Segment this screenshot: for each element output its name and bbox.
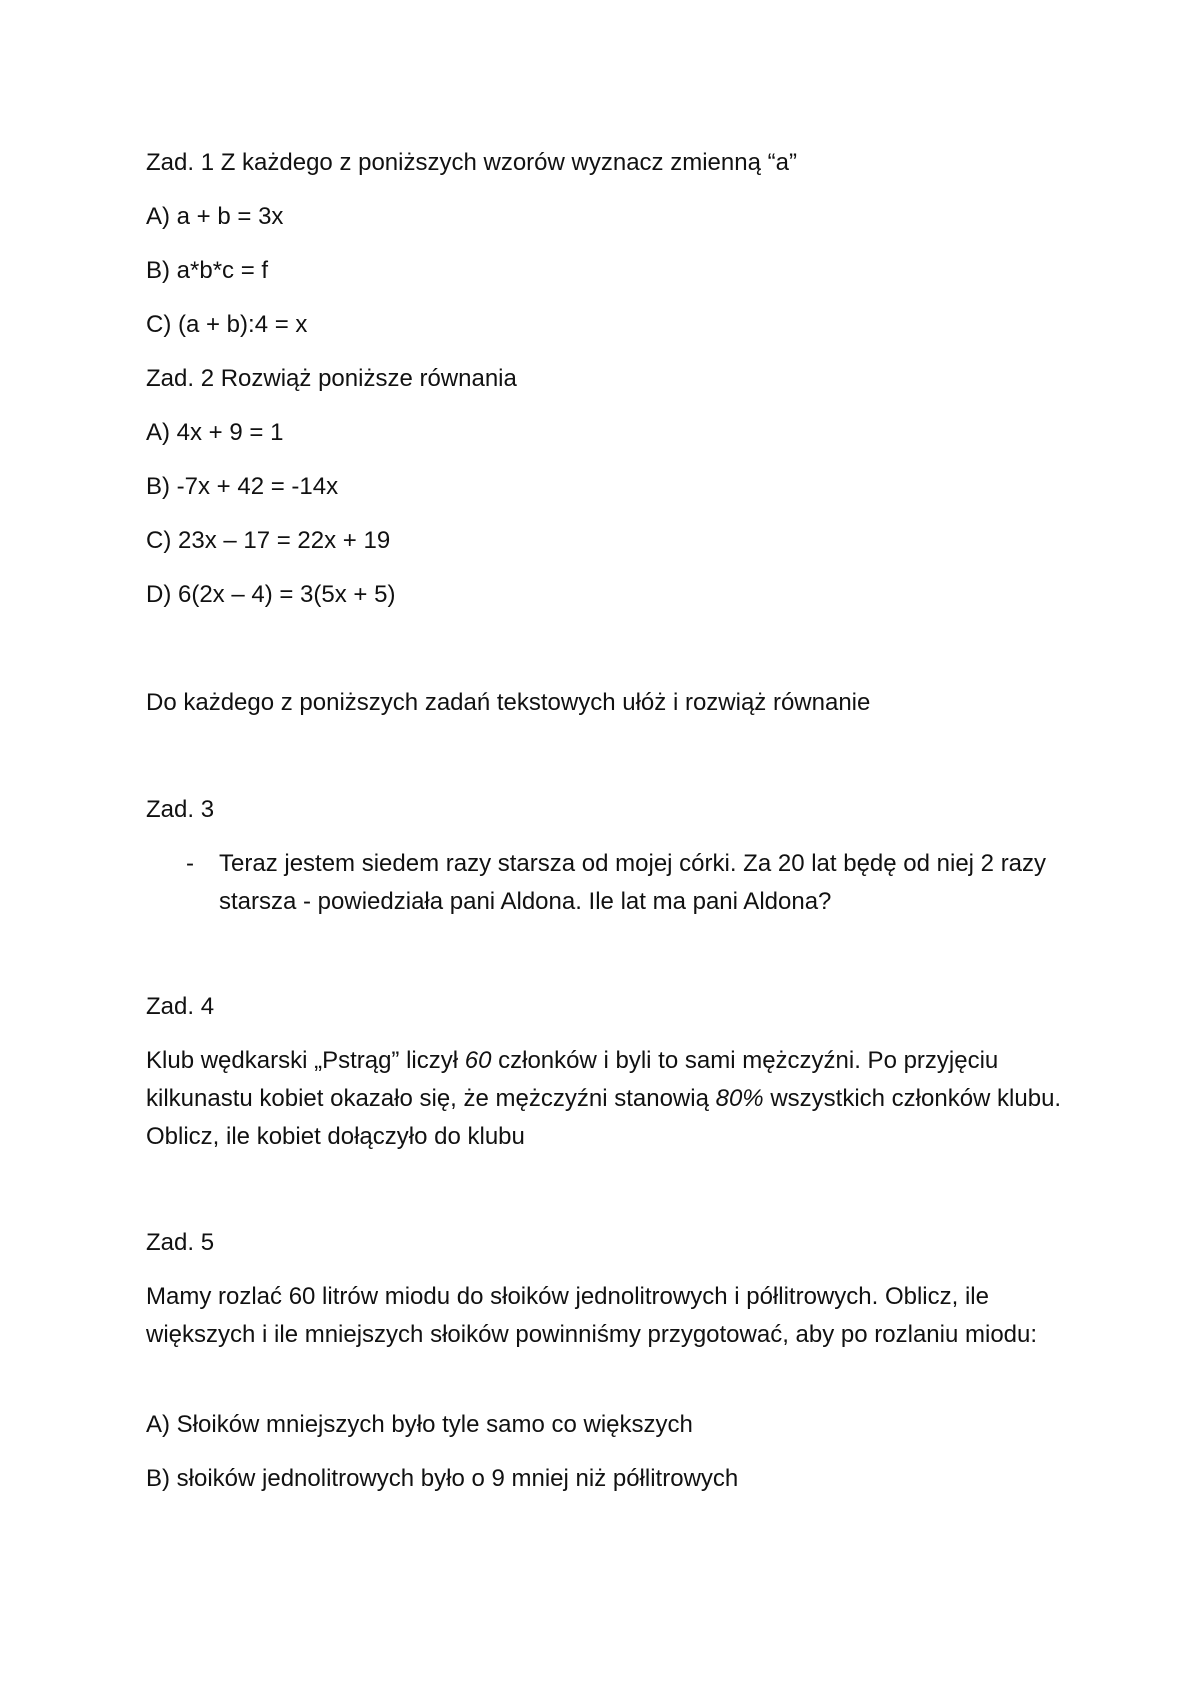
- task4-text: [146, 1042, 1066, 1156]
- task5-heading: Zad. 5: [146, 1229, 215, 1256]
- task4-number-80-percent: 80%: [715, 1085, 764, 1112]
- task2-item-b: B) -7x + 42 = -14x: [146, 473, 339, 500]
- task5-item-a: A) Słoików mniejszych było tyle samo co większych: [146, 1411, 693, 1438]
- task4-text-part-2: członków i byli to sami mężczyźni. Po przyjęciu kilkunastu kobiet okazało się, że mężczyźni stanowią: [146, 1047, 999, 1112]
- task1-item-c: C) (a + b):4 = x: [146, 311, 308, 338]
- task3-heading: Zad. 3: [146, 796, 215, 823]
- task3-text: Teraz jestem siedem razy starsza od mojej córki. Za 20 lat będę od niej 2 razy starsza - powiedziała pani Aldona. Ile lat ma pani Aldona?: [219, 850, 1047, 915]
- task1-item-b: B) a*b*c = f: [146, 257, 269, 284]
- task2-heading: Zad. 2 Rozwiąż poniższe równania: [146, 365, 517, 392]
- task2-item-a: A) 4x + 9 = 1: [146, 419, 284, 446]
- task5-item-b: B) słoików jednolitrowych było o 9 mniej niż półlitrowych: [146, 1465, 739, 1492]
- word-problems-intro: Do każdego z poniższych zadań tekstowych ułóż i rozwiąż równanie: [146, 689, 871, 716]
- task2-item-c: C) 23x – 17 = 22x + 19: [146, 527, 391, 554]
- task5-text: Mamy rozlać 60 litrów miodu do słoików jednolitrowych i półlitrowych. Oblicz, ile większych i ile mniejszych słoików powinniśmy przygotować, aby po rozlaniu miodu:: [146, 1283, 1038, 1348]
- task4-number-60: 60: [464, 1047, 492, 1074]
- task4-heading: Zad. 4: [146, 993, 215, 1020]
- task4-text-part-1: Klub wędkarski „Pstrąg” liczył: [146, 1047, 465, 1074]
- task1-heading: Zad. 1 Z każdego z poniższych wzorów wyznacz zmienną “a”: [146, 149, 797, 176]
- task1-item-a: A) a + b = 3x: [146, 203, 284, 230]
- task4-text-part-3: wszystkich członków klubu. Oblicz, ile kobiet dołączyło do klubu: [146, 1085, 1062, 1150]
- task2-item-d: D) 6(2x – 4) = 3(5x + 5): [146, 581, 396, 608]
- task3-dash: -: [186, 850, 194, 877]
